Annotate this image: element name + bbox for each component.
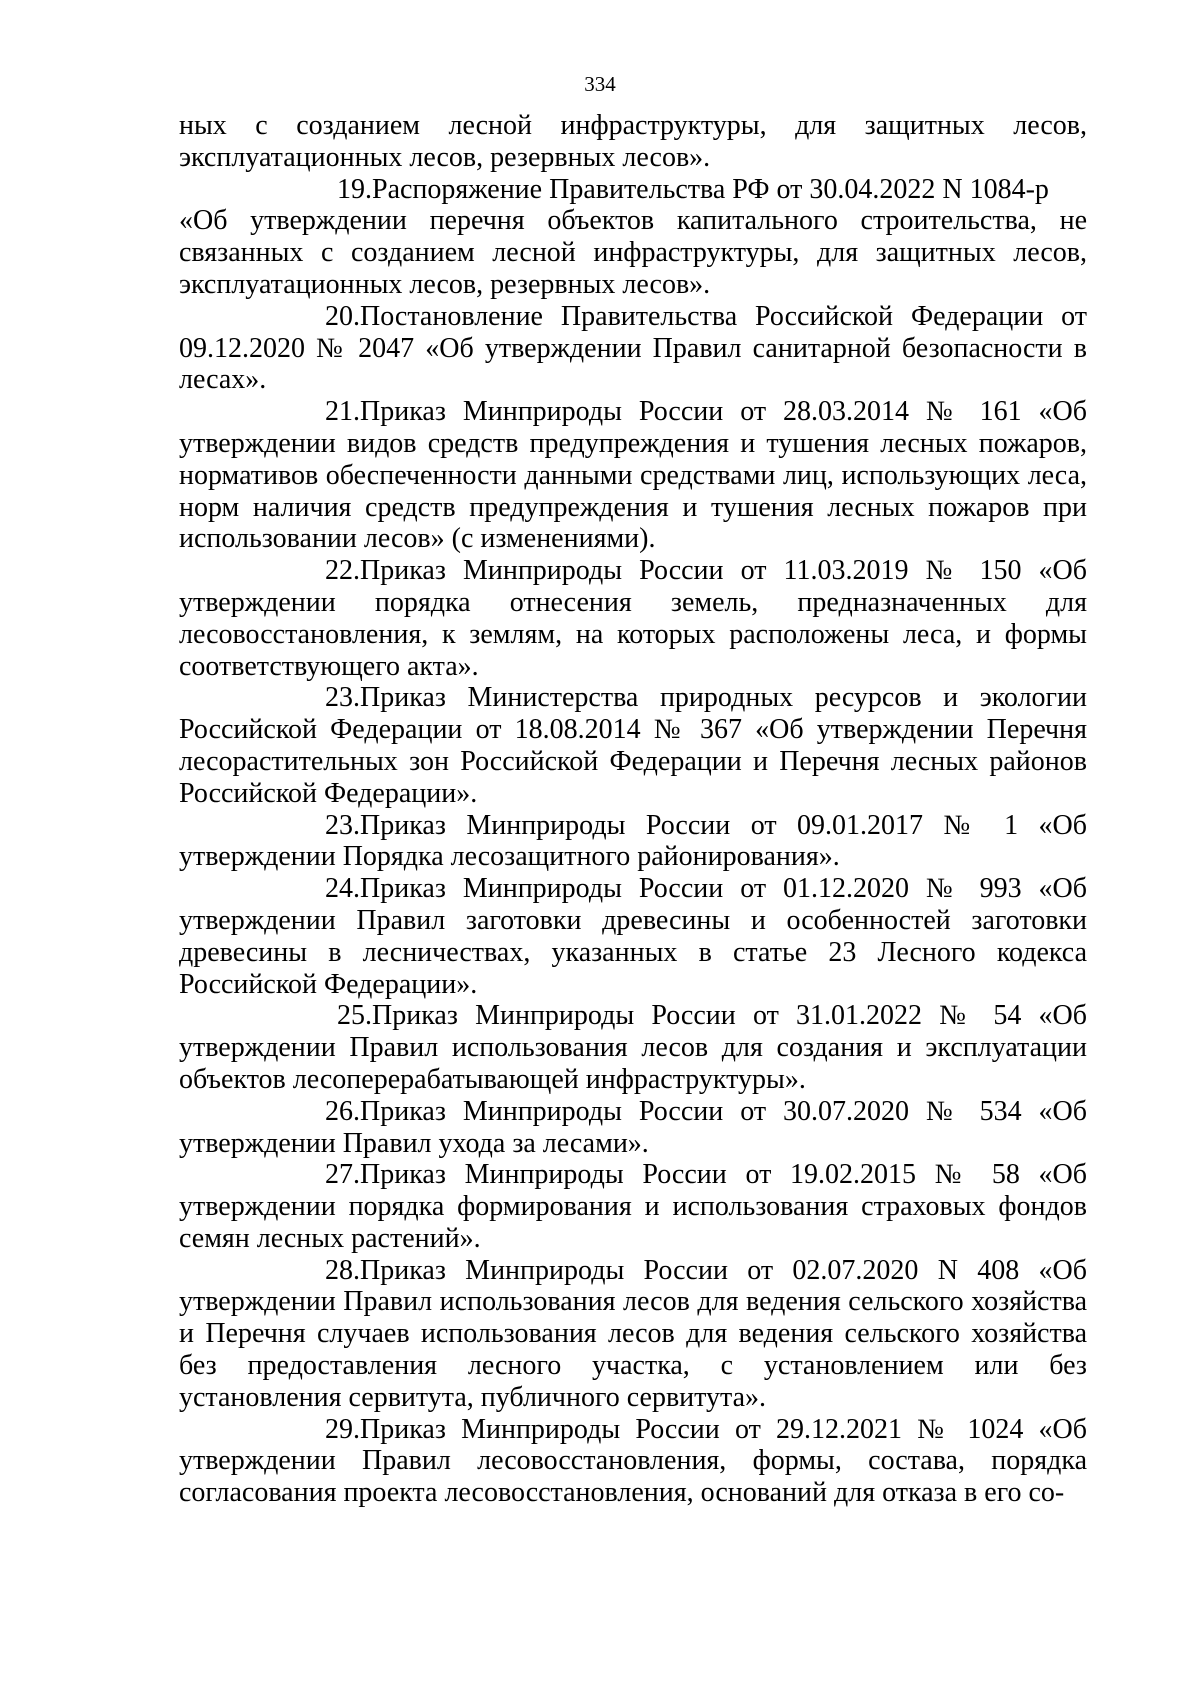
- page-number: 334: [584, 72, 616, 96]
- item-number: 21.: [325, 396, 360, 428]
- paragraph-continuation: [179, 110, 1087, 174]
- document-body: [179, 110, 1087, 1509]
- paragraph-text: Постановление Правительства Российской Федерации от 09.12.2020 № 2047 «Об утверждении Правил санитарной безопасности в лесах».: [179, 300, 1087, 396]
- item-number: 23.: [325, 682, 360, 714]
- paragraph-text: ных с созданием лесной инфраструктуры, для защитных лесов, эксплуатационных лесов, резервных лесов».: [179, 110, 1087, 173]
- list-item-25: [179, 1000, 1087, 1095]
- list-item-19: [179, 174, 1087, 301]
- paragraph-text: Приказ Министерства природных ресурсов и экологии Российской Федерации от 18.08.2014 № 367 «Об утверждении Перечня лесорастительных зон Российской Федерации и Перечня лесных районов Российской Федерации».: [179, 682, 1087, 809]
- item-number: 22.: [325, 555, 360, 587]
- item-number: 28.: [325, 1254, 360, 1286]
- item-number: 23.: [325, 809, 360, 841]
- item-number: 24.: [325, 873, 360, 905]
- item-number: 26.: [325, 1095, 360, 1127]
- paragraph-text: Приказ Минприроды России от 01.12.2020 № 993 «Об утверждении Правил заготовки древесины и особенностей заготовки древесины в лесничествах, указанных в статье 23 Лесного кодекса Российской Федерации».: [179, 873, 1087, 1000]
- list-item-heading-line: [179, 174, 1087, 206]
- list-item-20: [179, 301, 1087, 396]
- item-number: 19.: [337, 173, 372, 205]
- paragraph-text: Приказ Минприроды России от 11.03.2019 № 150 «Об утверждении порядка отнесения земель, предназначенных для лесовосстановления, к землям, на которых расположены леса, и формы соответствующего акта».: [179, 555, 1087, 682]
- item-number: 29.: [325, 1413, 360, 1445]
- list-item-24: [179, 873, 1087, 1000]
- paragraph-text: Приказ Минприроды России от 19.02.2015 № 58 «Об утверждении порядка формирования и использования страховых фондов семян лесных растений».: [179, 1159, 1087, 1254]
- item-number: 27.: [325, 1159, 360, 1191]
- list-item-28: [179, 1255, 1087, 1414]
- paragraph-text: «Об утверждении перечня объектов капитального строительства, не связанных с созданием лесной инфраструктуры, для защитных лесов, эксплуатационных лесов, резервных лесов».: [179, 205, 1087, 300]
- item-heading: Распоряжение Правительства РФ от 30.04.2022 N 1084-р: [372, 173, 1049, 205]
- list-item-23a: [179, 682, 1087, 809]
- paragraph-text: Приказ Минприроды России от 02.07.2020 N 408 «Об утверждении Правил использования лесов для ведения сельского хозяйства и Перечня случаев использования лесов для ведения сельского хозяйства без предоставления лесного участка, с установлением или без установления сервитута, публичного сервитута».: [179, 1254, 1087, 1413]
- list-item-22: [179, 555, 1087, 682]
- list-item-23b: [179, 810, 1087, 874]
- list-item-26: [179, 1096, 1087, 1160]
- paragraph-text: Приказ Минприроды России от 31.01.2022 № 54 «Об утверждении Правил использования лесов для создания и эксплуатации объектов лесоперерабатывающей инфраструктуры».: [179, 1000, 1087, 1095]
- list-item-29: [179, 1414, 1087, 1509]
- item-number: 20.: [325, 300, 360, 332]
- list-item-27: [179, 1159, 1087, 1254]
- item-number: 25.: [337, 1000, 372, 1032]
- paragraph-text: Приказ Минприроды России от 30.07.2020 № 534 «Об утверждении Правил ухода за лесами».: [179, 1095, 1087, 1159]
- paragraph-text: Приказ Минприроды России от 28.03.2014 № 161 «Об утверждении видов средств предупреждения и тушения лесных пожаров, нормативов обеспеченности данными средствами лиц, использующих леса, норм наличия средств предупреждения и тушения лесных пожаров при использовании лесов» (с изменениями).: [179, 396, 1087, 555]
- paragraph-text: Приказ Минприроды России от 29.12.2021 № 1024 «Об утверждении Правил лесовосстановления, формы, состава, порядка согласования проекта лесовосстановления, оснований для отказа в его со-: [179, 1413, 1087, 1509]
- list-item-21: [179, 396, 1087, 555]
- paragraph-text: Приказ Минприроды России от 09.01.2017 № 1 «Об утверждении Порядка лесозащитного районирования».: [179, 809, 1087, 873]
